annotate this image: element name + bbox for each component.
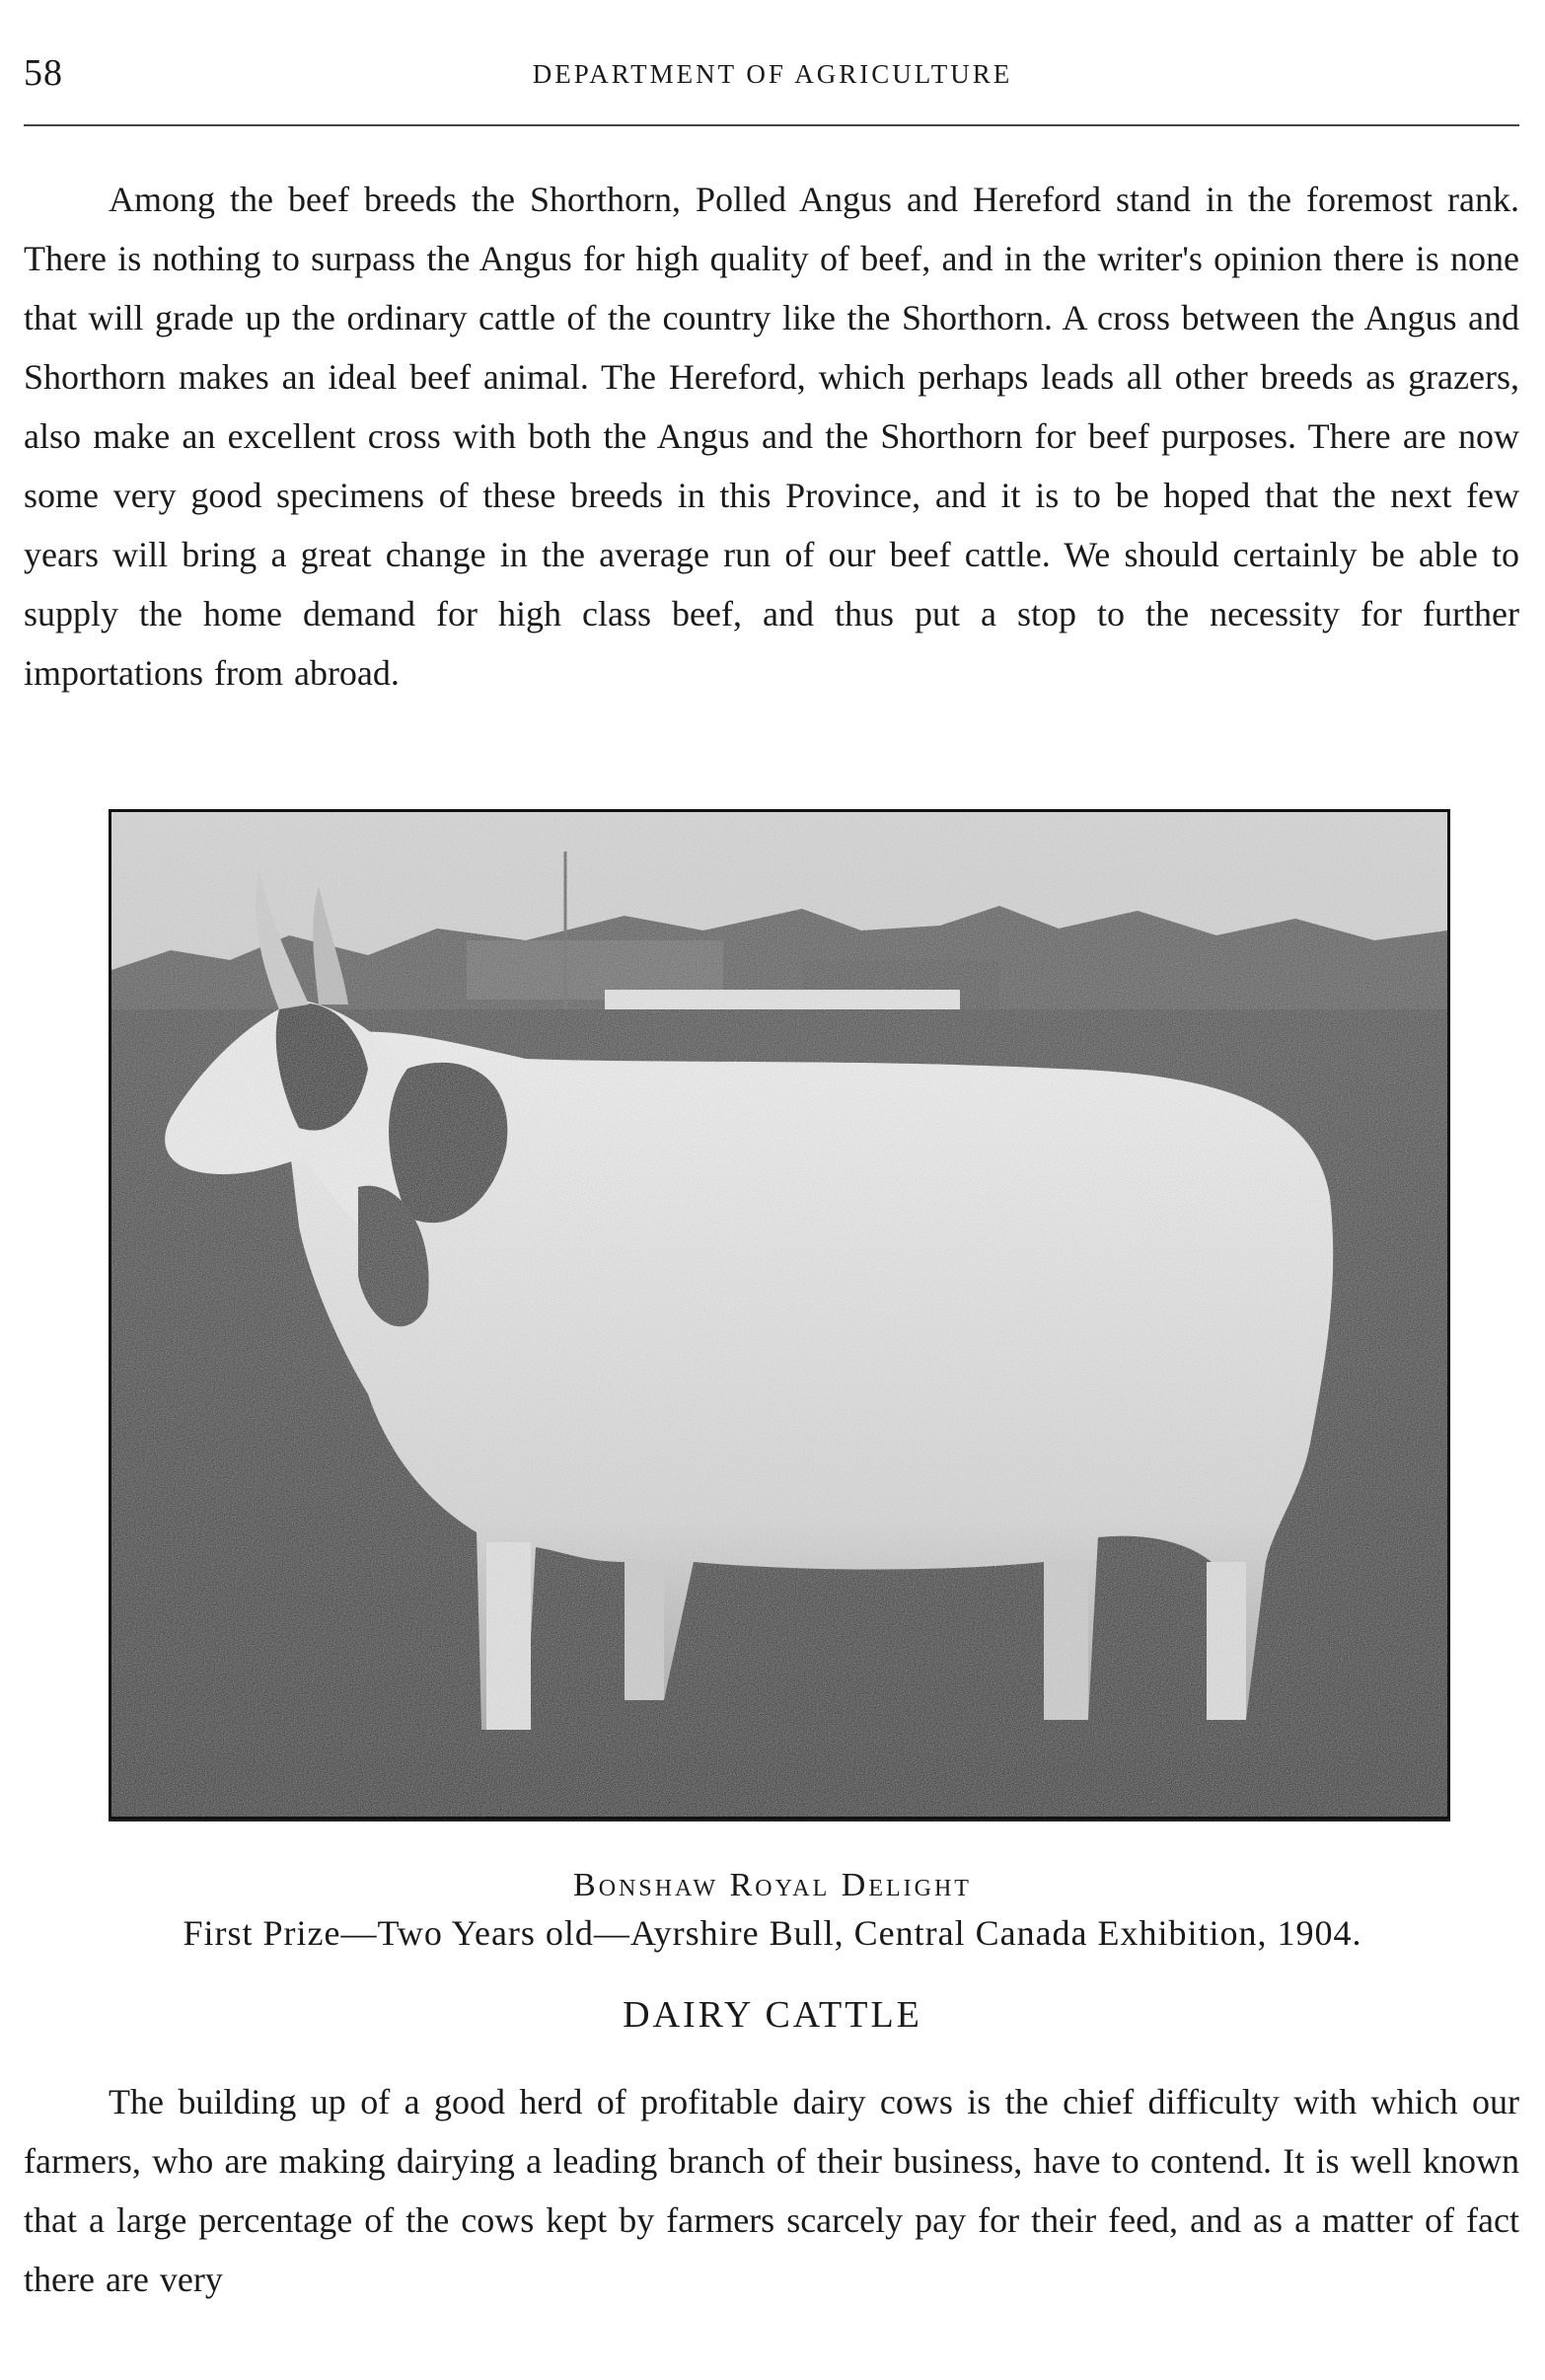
paragraph-dairy-cattle: The building up of a good herd of profitable dairy cows is the chief difficulty with which our farmers, who are making dairying a leading branch of their business, have to contend. It is well known that a large percentage of the cows kept by farmers scarcely pay for their feed, and as a matter of fact there are very xyxy=(24,2082,1519,2299)
header-rule xyxy=(24,124,1519,126)
section-heading: DAIRY CATTLE xyxy=(623,1994,922,2036)
running-head: DEPARTMENT OF AGRICULTURE xyxy=(532,59,1013,89)
bull-photograph xyxy=(109,809,1450,1820)
figure-caption: First Prize—Two Years old—Ayrshire Bull, Central Canada Exhibition, 1904. xyxy=(183,1913,1362,1953)
page-header xyxy=(0,51,1545,94)
bull-photograph-image xyxy=(111,812,1447,1817)
photo-bottom-rule xyxy=(109,1820,1450,1822)
paragraph-beef-breeds: Among the beef breeds the Shorthorn, Polled Angus and Hereford stand in the foremost rank. There is nothing to surpass the Angus for high quality of beef, and in the writer's opinion there is none that will grade up the ordinary cattle of the country like the Shorthorn. A cross between the Angus and Shorthorn makes an ideal beef animal. The Hereford, which perhaps leads all other breeds as grazers, also make an excellent cross with both the Angus and the Shorthorn for beef purposes. There are now some very good specimens of these breeds in this Province, and it is to be hoped that the next few years will bring a great change in the average run of our beef cattle. We should certainly be able to supply the home demand for high class beef, and thus put a stop to the necessity for further importations from abroad. xyxy=(24,180,1519,693)
page-number: 58 xyxy=(24,52,63,94)
figure-caption-title: Bonshaw Royal Delight xyxy=(573,1867,972,1903)
